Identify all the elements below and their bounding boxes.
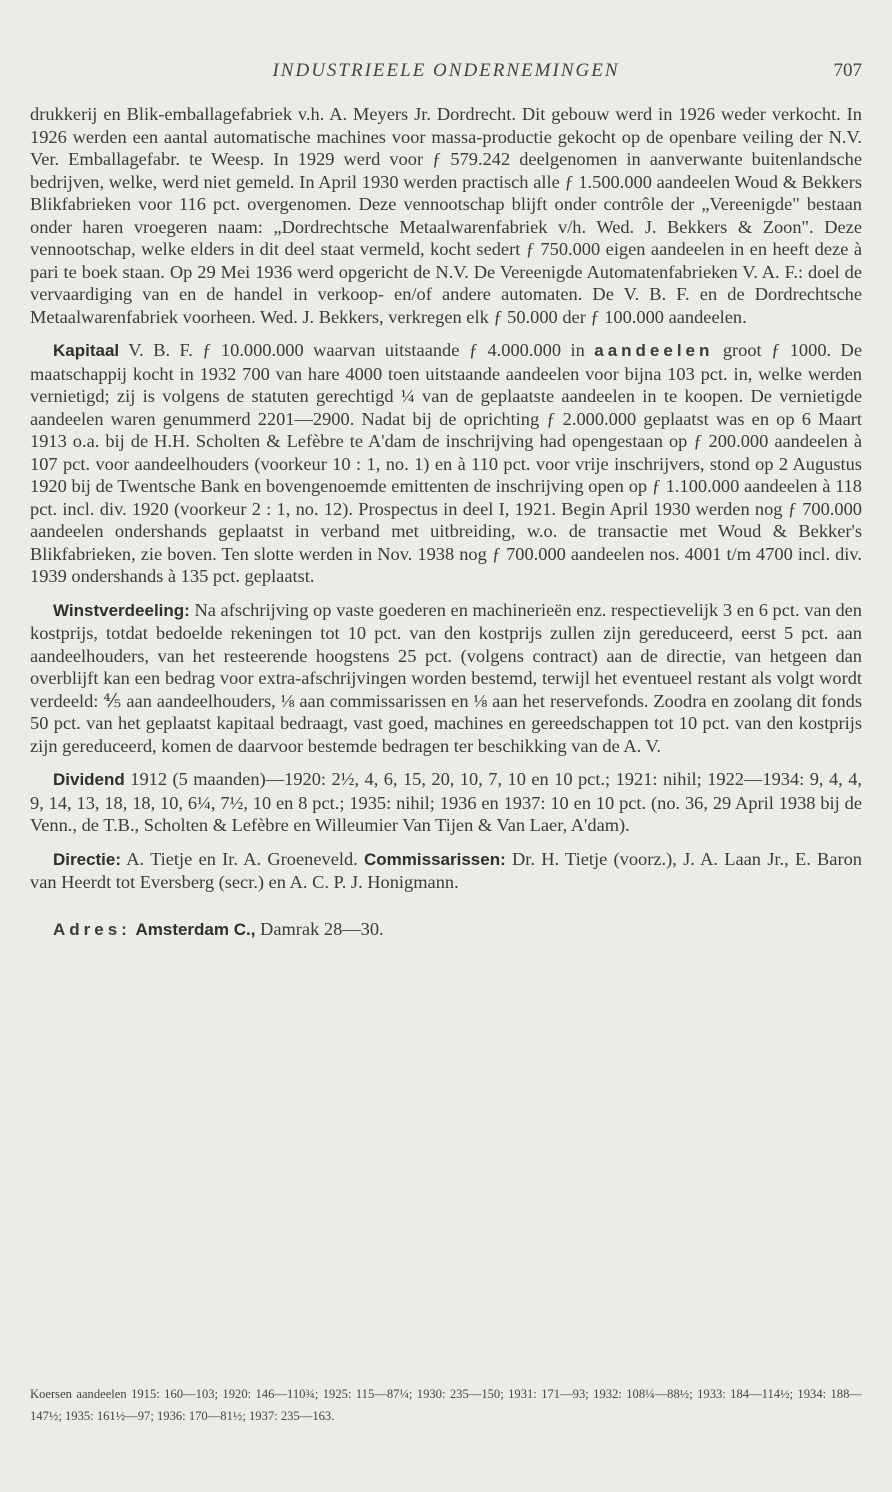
adres-street: Damrak 28—30.	[255, 918, 384, 939]
adres-label: Adres:	[53, 919, 131, 939]
dividend-text: 1912 (5 maanden)—1920: 2½, 4, 6, 15, 20, 10, 7, 10 en 10 pct.; 1921: nihil; 1922—1934: 9, 4, 4, 9, 14, 13, 18, 18, 10, 6¼, 7½, 10 en 8 pct.; 1935: nihil; 1936 en 1937: 10 en 10 pct. (no. 36, 29 April 1938 bij de Venn., de T.B., Scholten & Lefèbre en Willeumier Van Tijen & Van Laer, A'dam).	[30, 769, 862, 835]
winstverdeeling-label: Winstverdeeling:	[53, 600, 190, 620]
directie-label: Directie:	[53, 849, 122, 869]
kapitaal-text-b: groot ƒ 1000. De maatschappij kocht in 1932 700 van hare 4000 toen uitstaande aandeelen voor bijna 103 pct. in, welke werden vernietigd; zij is volgens de statuten gerechtigd ¼ van de geplaatste aandeelen in te koopen. De vernietigde aandeelen waren genummerd 2201—2900. Nadat bij de oprichting ƒ 2.000.000 geplaatst was en op 6 Maart 1913 o.a. bij de H.H. Scholten & Lefèbre te A'dam de inschrijving had opengestaan op ƒ 200.000 aandeelen à 107 pct. voor aandeelhouders (voorkeur 10 : 1, no. 1) en à 110 pct. voor vrije inschrijvers, stond op 2 Augustus 1920 bij de Twentsche Bank en bovengenoemde emittenten de inschrijving open op ƒ 1.100.000 aandeelen à 118 pct. incl. div. 1920 (voorkeur 2 : 1, no. 12). Prospectus in deel I, 1921. Begin April 1930 werden nog ƒ 700.000 aandeelen ondershands geplaatst in verband met uitbreiding, w.o. de transactie met Woud & Bekker's Blikfabrieken, zie boven. Ten slotte werden in Nov. 1938 nog ƒ 700.000 aandeelen nos. 4001 t/m 4700 incl. div. 1939 ondershands à 135 pct. geplaatst.	[30, 340, 862, 586]
running-title: INDUSTRIEELE ONDERNEMINGEN	[272, 60, 620, 81]
kapitaal-emphasis: aandeelen	[594, 341, 714, 360]
paragraph-winstverdeeling	[30, 599, 862, 758]
adres-city: Amsterdam C.,	[135, 919, 256, 939]
paragraph-directie	[30, 848, 862, 894]
paragraph-adres	[30, 918, 862, 942]
commissarissen-label: Commissarissen:	[364, 849, 506, 869]
winstverdeeling-text: Na afschrijving op vaste goederen en machinerieën enz. respectievelijk 3 en 6 pct. van den kostprijs, totdat bedoelde rekeningen tot 10 pct. van den kostprijs zullen zijn gereduceerd, eerst 5 pct. aan aandeelhouders, van het resteerende hoogstens 25 pct. (volgens contract) aan de directie, van hetgeen dan overblijft kan een bedrag voor extra-afschrijvingen worden bestemd, terwijl het eventueel restant als volgt wordt verdeeld: ⅘ aan aandeelhouders, ⅛ aan commissarissen en ⅛ aan het reservefonds. Zoodra en zoolang dit fonds 50 pct. van het geplaatst kapitaal bedraagt, vast goed, machines en gereedschappen tot 10 pct. van den kostprijs zijn gereduceerd, komen de daarvoor bestemde bedragen ter beschikking van de A. V.	[30, 599, 862, 756]
kapitaal-text-a: V. B. F. ƒ 10.000.000 waarvan uitstaande ƒ 4.000.000 in	[119, 340, 595, 360]
paragraph-history: drukkerij en Blik-emballagefabriek v.h. A. Meyers Jr. Dordrecht. Dit gebouw werd in 1926 weder verkocht. In 1926 werden een aantal automatische machines voor massa-productie gekocht op de openbare veiling der N.V. Ver. Emballagefabr. te Weesp. In 1929 werd voor ƒ 579.242 deelgenomen in aanverwante buitenlandsche bedrijven, welke, werd niet gemeld. In April 1930 werden practisch alle ƒ 1.500.000 aandeelen Woud & Bekkers Blikfabrieken voor 116 pct. overgenomen. Deze vennootschap blijft onder contrôle der „Vereenigde" bestaan onder haren vroegeren naam: „Dordrechtsche Metaalwarenfabriek v/h. Wed. J. Bekkers & Zoon". Deze vennootschap, welke elders in dit deel staat vermeld, kocht sedert ƒ 750.000 eigen aandeelen in en heeft deze à pari te boek staan. Op 29 Mei 1936 werd opgericht de N.V. De Vereenigde Automatenfabrieken V. A. F.: doel de vervaardiging van en de handel in verkoop- en/of andere automaten. De V. B. F. en de Dordrechtsche Metaalwarenfabriek voorheen. Wed. J. Bekkers, verkregen elk ƒ 50.000 der ƒ 100.000 aandeelen.	[30, 104, 862, 327]
paragraph-dividend	[30, 768, 862, 837]
page-number: 707	[833, 60, 862, 81]
commissarissen-text: Dr. H. Tietje (voorz.), J. A. Laan Jr., E. Baron van Heerdt tot Eversberg (secr.) en A. C. P. J. Honigmann.	[30, 848, 862, 892]
footnote-koersen: Koersen aandeelen 1915: 160—103; 1920: 146—110¾; 1925: 115—87¼; 1930: 235—150; 1931: 171—93; 1932: 108¼—88½; 1933: 184—114½; 1934: 188—147½; 1935: 161½—97; 1936: 170—81½; 1937: 235—163.	[30, 1387, 862, 1423]
dividend-label: Dividend	[53, 770, 125, 789]
kapitaal-label: Kapitaal	[53, 341, 120, 360]
body-text	[30, 103, 862, 941]
page-header	[30, 60, 862, 90]
paragraph-kapitaal	[30, 339, 862, 588]
directie-text: A. Tietje en Ir. A. Groeneveld.	[121, 848, 365, 869]
